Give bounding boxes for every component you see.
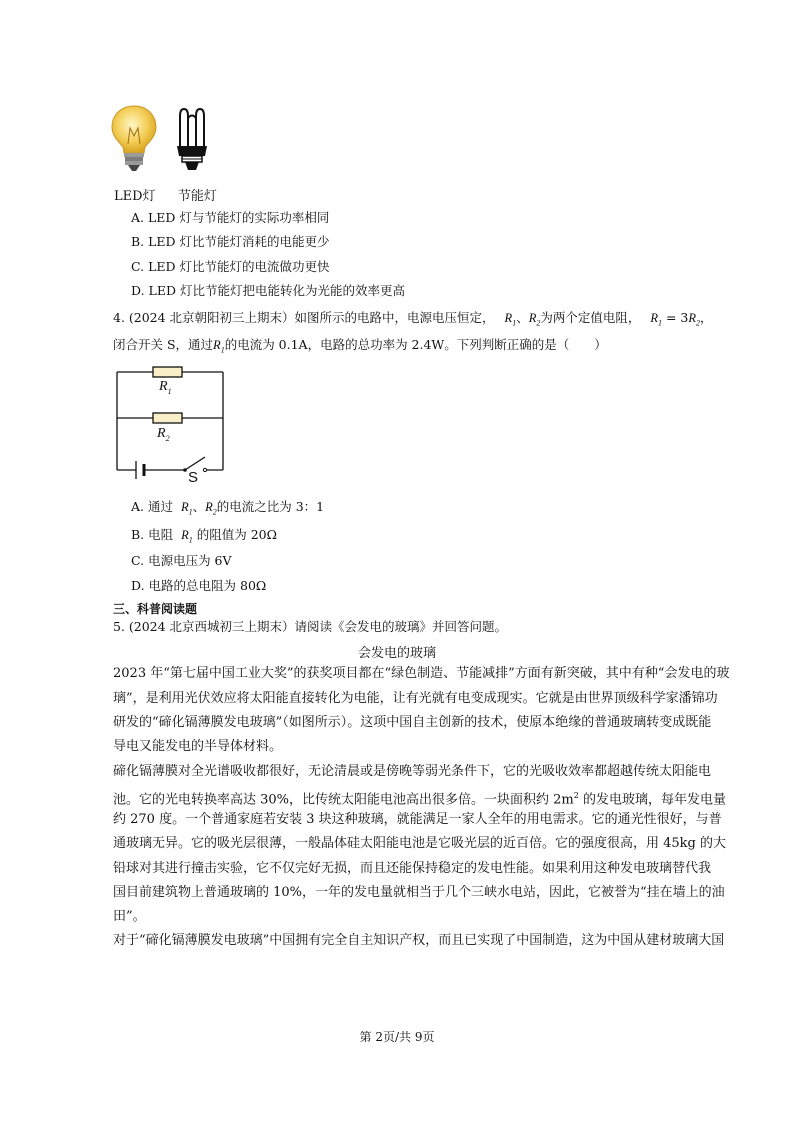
paragraph-line-2: 璃”，是利用光伏效应将太阳能直接转化为电能，让有光就有电变成现实。它就是由世界顶级科学家潘锦功 <box>113 691 718 706</box>
resistor-r2 <box>153 413 182 423</box>
switch-pivot <box>183 468 187 472</box>
q4-option-c: C. 电源电压为 6V <box>131 553 232 568</box>
r2-label: $R_2$ <box>157 426 170 443</box>
paragraph-line-6: 池。它的光电转换率高达 30%，比传统太阳能电池高出很多倍。一块面积约 $2m^2$ 的发电玻璃，每年发电量 <box>113 791 726 808</box>
energy-saving-bulb-image <box>172 106 212 176</box>
r1-label: $R_1$ <box>159 379 172 396</box>
q4-stem-line1: 4. (2024 北京朝阳初三上期末）如图所示的电路中，电源电压恒定， $R_1$、$R_2$为两个定值电阻， $R_1 = 3R_2$， <box>113 310 713 328</box>
resistor-r1 <box>153 367 182 377</box>
q4-option-d: D. 电路的总电阻为 80Ω <box>131 578 267 593</box>
q4-option-b: B. 电阻 $R_1$ 的阻值为 20Ω <box>131 527 277 545</box>
paragraph-line-11: 田”。 <box>113 909 146 924</box>
figure-caption <box>114 185 217 204</box>
section-title: 三、科普阅读题 <box>113 602 198 616</box>
paragraph-line-7: 约 270 度。一个普通家庭若安装 3 块这种玻璃，就能满足一家人全年的用电需求。它的通光性很好，与普 <box>113 812 722 827</box>
q3-option-c: C. LED 灯比节能灯的电流做功更快 <box>131 259 330 274</box>
paragraph-line-1: 2023 年“第七届中国工业大奖”的获奖项目都在“绿色制造、节能减排”方面有新突破，其中有种“会发电的玻 <box>113 666 730 681</box>
cfl-label: 节能灯 <box>177 189 217 204</box>
q3-option-d: D. LED 灯比节能灯把电能转化为光能的效率更高 <box>131 283 405 298</box>
led-label: LED灯 <box>114 189 156 204</box>
paragraph-line-12: 对于“碲化镉薄膜发电玻璃”中国拥有完全自主知识产权，而且已实现了中国制造，这为中国从建材玻璃大国 <box>113 933 725 948</box>
paragraph-line-4: 导电又能发电的半导体材料。 <box>113 739 283 754</box>
switch-contact <box>203 468 206 471</box>
q4-option-a: A. 通过 $R_1$、$R_2$的电流之比为 3：1 <box>131 499 325 517</box>
page-footer: 第 2页/共 9页 <box>359 1030 435 1044</box>
paragraph-line-5: 碲化镉薄膜对全光谱吸收都很好，无论清晨或是傍晚等弱光条件下，它的光吸收效率都超越传统太阳能电 <box>113 764 712 779</box>
paragraph-line-8: 通玻璃无异。它的吸光层很薄，一般晶体硅太阳能电池是它吸光层的近百倍。它的强度很高，用 45kg 的大 <box>113 836 727 851</box>
paragraph-line-3: 研发的“碲化镉薄膜发电玻璃”（如图所示）。这项中国自主创新的技术，使原本绝缘的普通玻璃转变成既能 <box>113 715 712 730</box>
q4-stem-line2: 闭合开关 S，通过$R_1$的电流为 0.1A，电路的总功率为 2.4W。下列判断正确的是（ ） <box>113 337 607 355</box>
article-title: 会发电的玻璃 <box>357 646 436 661</box>
switch-label: S <box>188 469 199 486</box>
q5-intro: 5. (2024 北京西城初三上期末）请阅读《会发电的玻璃》并回答问题。 <box>113 619 508 634</box>
paragraph-line-10: 国目前建筑物上普通玻璃的 10%，一年的发电量就相当于几个三峡水电站，因此，它被誉为“挂在墙上的油 <box>113 885 725 900</box>
incandescent-bulb-image <box>110 104 158 174</box>
paragraph-line-9: 铅球对其进行撞击实验，它不仅完好无损，而且还能保持稳定的发电性能。如果利用这种发电玻璃替代我 <box>113 861 712 876</box>
q3-option-b: B. LED 灯比节能灯消耗的电能更少 <box>131 234 330 249</box>
q3-option-a: A. LED 灯与节能灯的实际功率相同 <box>131 210 330 225</box>
